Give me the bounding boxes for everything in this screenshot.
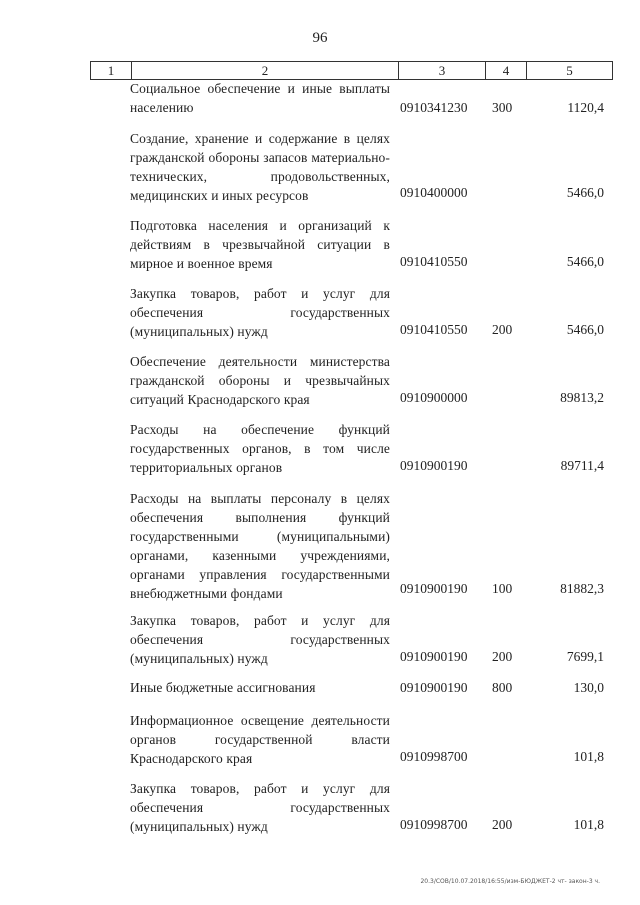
row-code: 0910998700 bbox=[400, 749, 468, 764]
row-expense-type: 200 bbox=[492, 649, 513, 664]
row-description: Расходы на обеспечение функций государственных органов, в том числе территориальных органов bbox=[130, 422, 390, 475]
header-col-3: 3 bbox=[399, 62, 486, 79]
row-amount: 7699,1 bbox=[566, 649, 604, 664]
row-code: 0910410550 bbox=[400, 322, 468, 337]
row-amount: 89813,2 bbox=[560, 390, 604, 405]
row-description: Создание, хранение и содержание в целях гражданской обороны запасов материально-технических, продовольственных, медицинских и иных ресурсов bbox=[130, 131, 390, 203]
row-code: 0910900190 bbox=[400, 458, 468, 473]
row-amount: 1120,4 bbox=[567, 100, 604, 115]
row-amount: 89711,4 bbox=[560, 458, 604, 473]
row-description: Социальное обеспечение и иные выплаты населению bbox=[130, 81, 390, 115]
row-amount: 5466,0 bbox=[566, 185, 604, 200]
row-expense-type: 100 bbox=[492, 581, 513, 596]
row-description: Закупка товаров, работ и услуг для обеспечения государственных (муниципальных) нужд bbox=[130, 781, 390, 834]
row-code: 0910400000 bbox=[400, 185, 468, 200]
row-description: Иные бюджетные ассигнования bbox=[130, 680, 316, 695]
document-footer: 20.3/СОВ/10.07.2018/16:55/изм-БЮДЖЕТ-2 чт- закон-3 ч. bbox=[420, 878, 600, 885]
row-description: Закупка товаров, работ и услуг для обеспечения государственных (муниципальных) нужд bbox=[130, 613, 390, 666]
header-col-5: 5 bbox=[566, 63, 573, 78]
row-description: Информационное освещение деятельности органов государственной власти Краснодарского края bbox=[130, 713, 390, 766]
row-amount: 130,0 bbox=[573, 680, 604, 695]
header-col-4: 4 bbox=[486, 62, 527, 79]
row-amount: 5466,0 bbox=[566, 322, 604, 337]
row-amount: 5466,0 bbox=[566, 254, 604, 269]
row-description: Обеспечение деятельности министерства гражданской обороны и чрезвычайных ситуаций Краснодарского края bbox=[130, 354, 390, 407]
row-amount: 101,8 bbox=[573, 749, 604, 764]
row-code: 0910341230 bbox=[400, 100, 468, 115]
row-code: 0910998700 bbox=[400, 817, 468, 832]
page-number: 96 bbox=[312, 30, 328, 46]
row-expense-type: 300 bbox=[492, 100, 513, 115]
table-header bbox=[90, 61, 613, 80]
row-description: Закупка товаров, работ и услуг для обеспечения государственных (муниципальных) нужд bbox=[130, 286, 390, 339]
row-description: Расходы на выплаты персоналу в целях обеспечения выполнения функций государственными (муниципальными) органами, казенными учреждениями, органами управления государственными внебюджетными фондами bbox=[130, 491, 390, 601]
header-col-1: 1 bbox=[91, 62, 132, 79]
row-description: Подготовка населения и организаций к действиям в чрезвычайной ситуации в мирное и военное время bbox=[130, 218, 390, 271]
row-code: 0910900190 bbox=[400, 581, 468, 596]
row-amount: 81882,3 bbox=[560, 581, 604, 596]
row-code: 0910410550 bbox=[400, 254, 468, 269]
header-col-2: 2 bbox=[132, 62, 399, 79]
row-code: 0910900190 bbox=[400, 649, 468, 664]
row-expense-type: 800 bbox=[492, 680, 513, 695]
row-amount: 101,8 bbox=[573, 817, 604, 832]
row-code: 0910900000 bbox=[400, 390, 468, 405]
row-code: 0910900190 bbox=[400, 680, 468, 695]
row-expense-type: 200 bbox=[492, 322, 513, 337]
row-expense-type: 200 bbox=[492, 817, 513, 832]
